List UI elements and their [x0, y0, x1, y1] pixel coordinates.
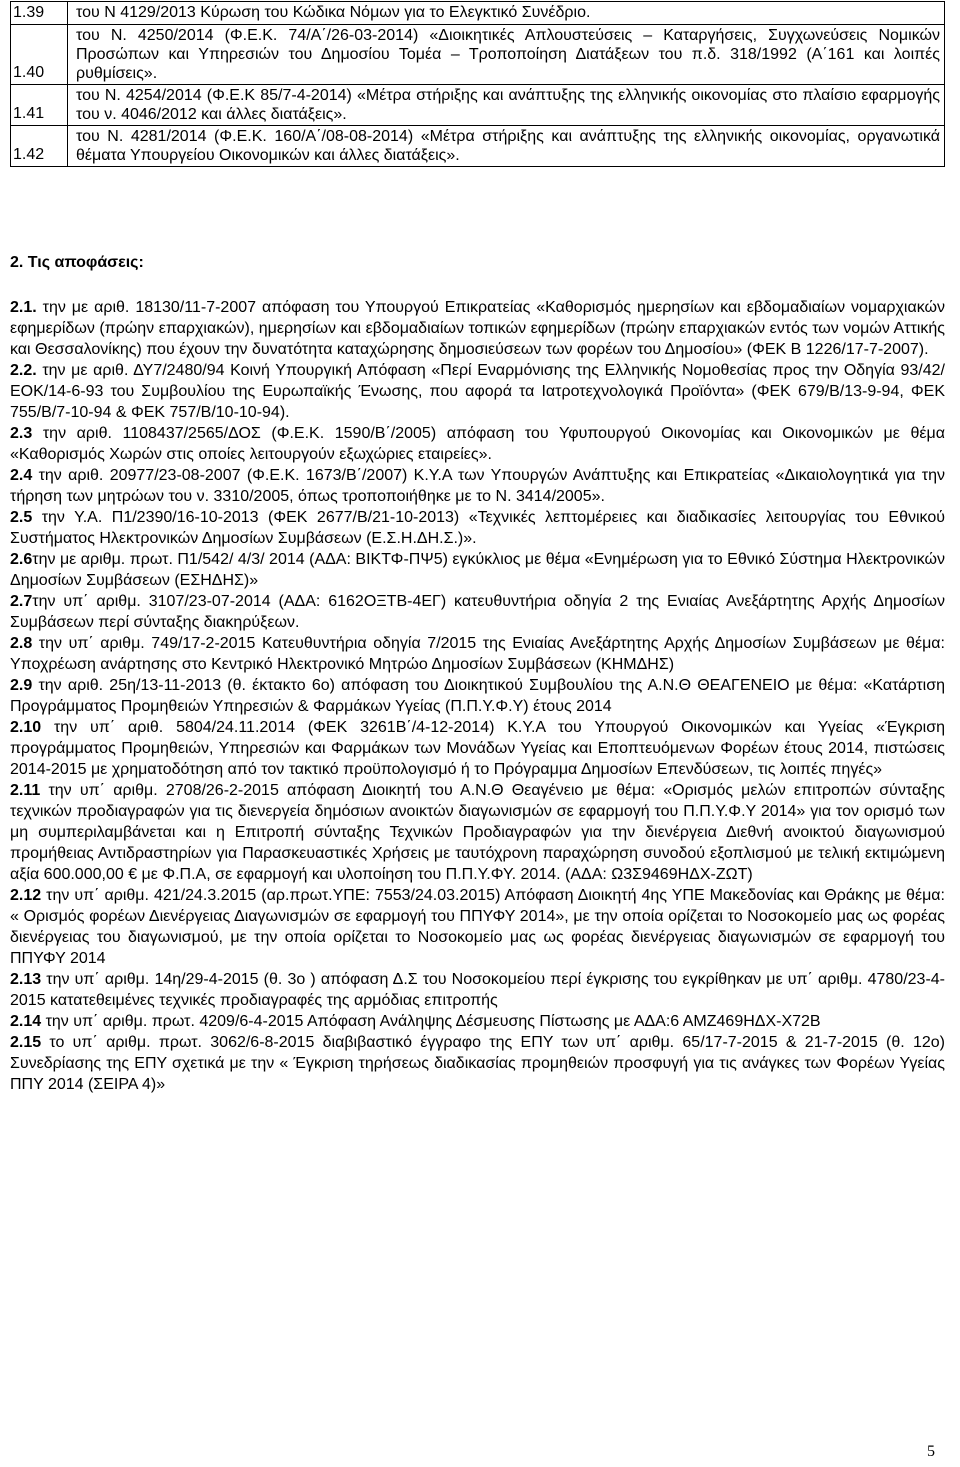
- page-number: 5: [927, 1443, 935, 1460]
- laws-table: [10, 1, 945, 167]
- decision-number: 2.13: [10, 971, 42, 988]
- decision-number: 2.4: [10, 467, 33, 484]
- law-text: του Ν. 4281/2014 (Φ.Ε.Κ. 160/Α΄/08-08-2014) «Μέτρα στήριξης και ανάπτυξης της ελληνικής οικονομίας, οργανωτικά θέματα Υπουργείου Οικονομικών και άλλες διατάξεις».: [68, 126, 945, 167]
- decision-text: την υπ΄ αριθμ. 421/24.3.2015 (αρ.πρωτ.ΥΠΕ: 7553/24.03.2015) Απόφαση Διοικητή 4ης ΥΠΕ Μακεδονίας και Θράκης με θέμα: « Ορισμός φορέων Διενέργειας Διαγωνισμών σε εφαρμογή του ΠΠΥΦΥ 2014», με την οποία ορίζεται το Νοσοκομείο μας ως φορέας διενέργειας του διαγωνισμού, με την οποία ορίζεται το Νοσοκομείο μας ως φορέας διενέργειας διαγωνισμών σε εφαρμογή του ΠΠΥΦΥ 2014: [10, 887, 945, 967]
- law-row: [11, 126, 945, 167]
- decision-number: 2.6: [10, 551, 33, 568]
- law-row: [11, 25, 945, 85]
- decision-item: [10, 717, 945, 780]
- law-row: [11, 85, 945, 126]
- decision-number: 2.1.: [10, 299, 37, 316]
- decision-text: την αριθ. 20977/23-08-2007 (Φ.Ε.Κ. 1673/Β΄/2007) Κ.Υ.Α των Υπουργών Ανάπτυξης και Επικρατείας «Δικαιολογητικά για την τήρηση των μητρώων του ν. 3310/2005, όπως τροποποιήθηκε με το Ν. 3414/2005».: [10, 467, 945, 505]
- decision-text: την Υ.Α. Π1/2390/16-10-2013 (ΦΕΚ 2677/Β/21-10-2013) «Τεχνικές λεπτομέρειες και διαδικασίες λειτουργίας του Εθνικού Συστήματος Ηλεκτρονικών Δημοσίων Συμβάσεων (Ε.Σ.Η.ΔΗ.Σ.)».: [10, 509, 945, 547]
- decision-number: 2.14: [10, 1013, 42, 1030]
- decision-item: [10, 969, 945, 1011]
- law-row: [11, 2, 945, 25]
- decision-number: 2.15: [10, 1034, 42, 1051]
- decision-number: 2.10: [10, 719, 42, 736]
- law-number: 1.41: [11, 85, 68, 126]
- decision-number: 2.8: [10, 635, 33, 652]
- decision-text: την υπ΄ αριθμ. πρωτ. 4209/6-4-2015 Απόφαση Ανάληψης Δέσμευσης Πίστωσης με ΑΔΑ:6 ΑΜΖ469ΗΔΧ-Χ72Β: [41, 1013, 821, 1030]
- law-text: του Ν. 4254/2014 (Φ.Ε.Κ 85/7-4-2014) «Μέτρα στήριξης και ανάπτυξης της ελληνικής οικονομίας στο πλαίσιο εφαρμογής του ν. 4046/2012 και άλλες διατάξεις».: [68, 85, 945, 126]
- law-text: του Ν 4129/2013 Κύρωση του Κώδικα Νόμων για το Ελεγκτικό Συνέδριο.: [68, 2, 945, 25]
- decision-text: την υπ΄ αριθμ. 14η/29-4-2015 (θ. 3ο ) απόφαση Δ.Σ του Νοσοκομείου περί έγκρισης του εγκρίθηκαν με υπ΄ αριθμ. 4780/23-4-2015 κατατεθειμένες τεχνικές προδιαγραφές της αρμόδιας επιτροπής: [10, 971, 945, 1009]
- decision-item: [10, 780, 945, 885]
- decision-text: την υπ΄ αριθμ. 749/17-2-2015 Κατευθυντήρια οδηγία 7/2015 της Ενιαίας Ανεξάρτητης Αρχής Δημοσίων Συμβάσεων με θέμα: Υποχρέωση ανάρτησης στο Κεντρικό Ηλεκτρονικό Μητρώο Δημοσίων Συμβάσεων (ΚΗΜΔΗΣ): [10, 635, 945, 673]
- decision-item: [10, 297, 945, 360]
- decision-text: την αριθ. 1108437/2565/ΔΟΣ (Φ.Ε.Κ. 1590/Β΄/2005) απόφαση του Υφυπουργού Οικονομίας και Οικονομικών με θέμα «Καθορισμός Χωρών στις οποίες λειτουργούν εξωχώριες εταιρείες».: [10, 425, 945, 463]
- decision-item: [10, 507, 945, 549]
- law-number: 1.39: [11, 2, 68, 25]
- decision-text: την με αριθμ. πρωτ. Π1/542/ 4/3/ 2014 (ΑΔΑ: ΒΙΚΤΦ-ΠΨ5) εγκύκλιος με θέμα «Ενημέρωση για το Εθνικό Σύστημα Ηλεκτρονικών Δημοσίων Συμβάσεων (ΕΣΗΔΗΣ)»: [10, 551, 945, 589]
- decision-item: [10, 591, 945, 633]
- decision-number: 2.7: [10, 593, 33, 610]
- decision-number: 2.3: [10, 425, 33, 442]
- decision-text: την αριθ. 25η/13-11-2013 (θ. έκτακτο 6ο) απόφαση του Διοικητικού Συμβουλίου της Α.Ν.Θ ΘΕΑΓΕΝΕΙΟ με θέμα: «Κατάρτιση Προγράμματος Προμηθειών Υπηρεσιών & Φαρμάκων Υγείας (Π.Π.Υ.Φ.Υ) έτους 2014: [10, 677, 945, 715]
- decision-item: [10, 1011, 945, 1032]
- decision-text: την με αριθ. 18130/11-7-2007 απόφαση του Υπουργού Επικρατείας «Καθορισμός ημερησίων και εβδομαδιαίων νομαρχιακών εφημερίδων (πρώην επαρχιακών), ημερησίων και εβδομαδιαίων τοπικών εφημερίδων (πρώην επαρχιακών εντός των νομών Αττικής και Θεσσαλονίκης) που έχουν την δυνατότητα καταχώρησης δημοσιεύσεων των φορέων του Δημοσίου» (ΦΕΚ Β 1226/17-7-2007).: [10, 299, 945, 358]
- decision-item: [10, 885, 945, 969]
- decisions-list: [10, 297, 945, 1095]
- decisions-heading: 2. Τις αποφάσεις:: [10, 254, 144, 271]
- law-number: 1.40: [11, 25, 68, 85]
- decision-text: την υπ΄ αριθμ. 3107/23-07-2014 (ΑΔΑ: 6162ΟΞΤΒ-4ΕΓ) κατευθυντήρια οδηγία 2 της Ενιαίας Ανεξάρτητης Αρχής Δημοσίων Συμβάσεων περί σύνταξης διακηρύξεων.: [10, 593, 945, 631]
- decision-text: την υπ΄ αριθ. 5804/24.11.2014 (ΦΕΚ 3261Β΄/4-12-2014) Κ.Υ.Α του Υπουργού Οικονομικών και Υγείας «Έγκριση προγράμματος Προμηθειών, Υπηρεσιών και Φαρμάκων των Μονάδων Υγείας και Εποπτευόμενων Φορέων έτους 2014, πιστώσεις 2014-2015 με χρηματοδότηση από τον τακτικό προϋπολογισμό ή το Πρόγραμμα Δημοσίων Επενδύσεων, τις λοιπές πηγές»: [10, 719, 945, 778]
- decision-item: [10, 633, 945, 675]
- decision-item: [10, 423, 945, 465]
- decision-number: 2.12: [10, 887, 42, 904]
- decision-item: [10, 465, 945, 507]
- decision-number: 2.2.: [10, 362, 37, 379]
- decision-item: [10, 675, 945, 717]
- decision-item: [10, 360, 945, 423]
- decision-item: [10, 1032, 945, 1095]
- decision-number: 2.11: [10, 782, 41, 799]
- decision-text: το υπ΄ αριθμ. πρωτ. 3062/6-8-2015 διαβιβαστικό έγγραφο της ΕΠΥ των υπ΄ αριθμ. 65/17-7-2015 & 21-7-2015 (θ. 12ο) Συνεδρίασης της ΕΠΥ σχετικά με την « Έγκριση τηρήσεως διαδικασίας προμηθειών προσφυγή για τις ανάγκες των Φορέων Υγείας ΠΠΥ 2014 (ΣΕΙΡΑ 4)»: [10, 1034, 945, 1093]
- decision-item: [10, 549, 945, 591]
- decision-number: 2.9: [10, 677, 33, 694]
- decision-number: 2.5: [10, 509, 33, 526]
- decision-text: την υπ΄ αριθμ. 2708/26-2-2015 απόφαση Διοικητή του Α.Ν.Θ Θεαγένειο με θέμα: «Ορισμός μελών επιτροπών σύνταξης τεχνικών προδιαγραφών για τις διενεργεία δημόσιων ανοικτών διαγωνισμών σε εφαρμογή του Π.Π.Υ.Φ.Υ 2014» για τον ορισμό των μη συμπεριλαμβάνεται και η Επιτροπή σύνταξης Τεχνικών Προδιαγραφών για την διενέργεια Διεθνή ανοικτού διαγωνισμού προμήθειας Αντιδραστηρίων για Παρασκευαστικές Χρήσεις με ταυτόχρονη παραχώρηση συνοδού εξοπλισμού με τελική εκτιμώμενη αξία 600.000,00 € με Φ.Π.Α, σε εφαρμογή και υλοποίηση του Π.Π.Υ.ΦΥ. 2014. (ΑΔΑ: Ω3Σ9469ΗΔΧ-ΖΩΤ): [10, 782, 945, 883]
- law-number: 1.42: [11, 126, 68, 167]
- law-text: του Ν. 4250/2014 (Φ.Ε.Κ. 74/Α΄/26-03-2014) «Διοικητικές Απλουστεύσεις – Καταργήσεις, Συγχωνεύσεις Νομικών Προσώπων και Υπηρεσιών του Δημοσίου Τομέα – Τροποποίηση Διατάξεων του π.δ. 318/1992 (Α΄161 και λοιπές ρυθμίσεις».: [68, 25, 945, 85]
- decision-text: την με αριθ. ΔΥ7/2480/94 Κοινή Υπουργική Απόφαση «Περί Εναρμόνισης της Ελληνικής Νομοθεσίας προς την Οδηγία 93/42/ΕΟΚ/14-6-93 του Συμβουλίου της Ευρωπαϊκής Ένωσης, που αφορά τα Ιατροτεχνολογικά Προϊόντα» (ΦΕΚ 679/Β/13-9-94, ΦΕΚ 755/Β/7-10-94 & ΦΕΚ 757/Β/10-10-94).: [10, 362, 945, 421]
